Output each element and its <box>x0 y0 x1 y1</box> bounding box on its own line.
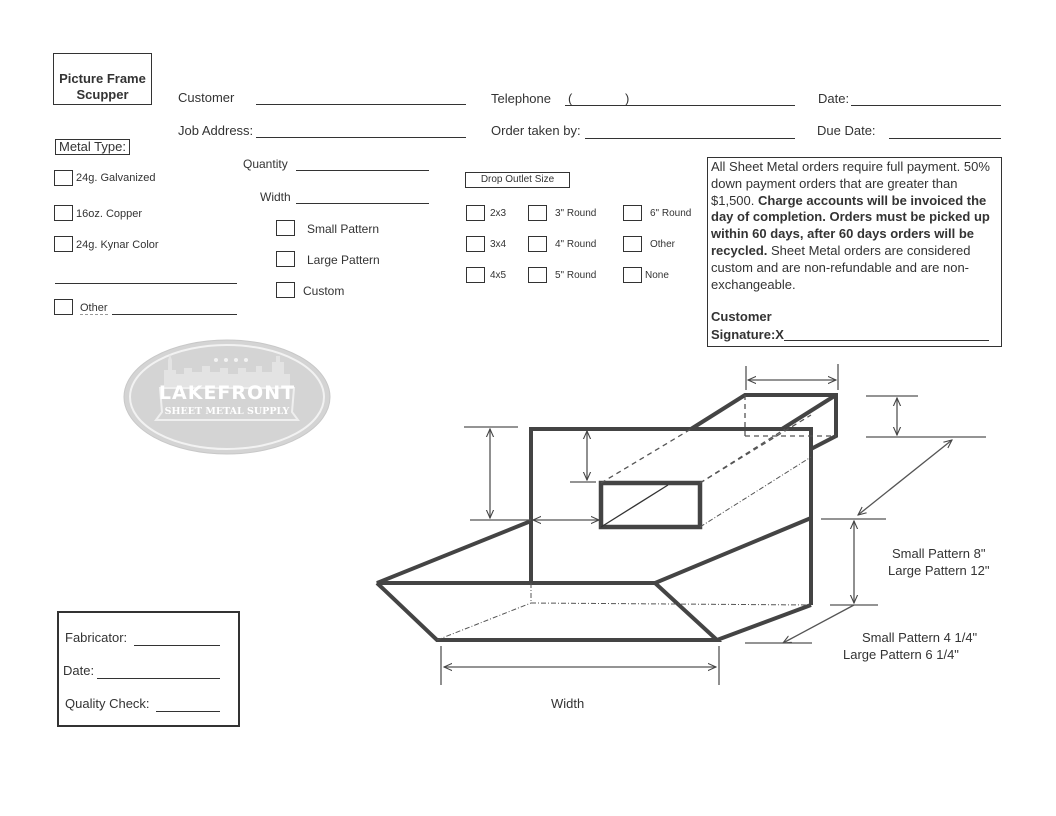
outlet-none-label: None <box>645 270 669 281</box>
telephone-label: Telephone <box>491 91 551 106</box>
metal-galvanized-label: 24g. Galvanized <box>76 172 156 184</box>
width-dimension-label: Width <box>551 696 585 711</box>
telephone-paren-close: ) <box>625 91 630 106</box>
customer-field[interactable] <box>256 104 466 105</box>
custom-pattern-label: Custom <box>303 284 345 298</box>
width-label: Width <box>260 190 291 204</box>
metal-type-heading: Metal Type: <box>55 139 130 155</box>
large-pattern-label: Large Pattern <box>307 253 380 267</box>
date-field[interactable] <box>851 105 1001 106</box>
fab-date-field[interactable] <box>97 678 220 679</box>
due-date-field[interactable] <box>889 138 1001 139</box>
signature-label-2: Signature:X <box>711 327 784 343</box>
due-date-label: Due Date: <box>817 123 876 138</box>
fabricator-label: Fabricator: <box>65 630 128 645</box>
form-title <box>53 53 152 105</box>
outlet-other-checkbox[interactable] <box>623 236 642 252</box>
quality-check-field[interactable] <box>156 711 220 712</box>
small-pattern-label: Small Pattern <box>307 222 380 236</box>
form-title-line2: Scupper <box>76 87 129 102</box>
outlet-3x4-checkbox[interactable] <box>466 236 485 252</box>
height-label-large: Large Pattern 12" <box>888 563 990 578</box>
outlet-6round-label: 6" Round <box>650 208 692 219</box>
fabricator-field[interactable] <box>134 645 220 646</box>
telephone-field[interactable] <box>565 105 795 106</box>
large-pattern-checkbox[interactable] <box>276 251 295 267</box>
customer-label: Customer <box>178 90 235 105</box>
outlet-2x3-label: 2x3 <box>490 208 507 219</box>
signature-label-1: Customer <box>711 309 772 325</box>
outlet-4x5-label: 4x5 <box>490 270 507 281</box>
small-pattern-checkbox[interactable] <box>276 220 295 236</box>
telephone-paren-open: ( <box>568 91 573 106</box>
lakefront-logo <box>122 338 332 456</box>
metal-kynar-label: 24g. Kynar Color <box>76 239 159 251</box>
depth-label-small: Small Pattern 4 1/4" <box>862 630 978 645</box>
depth-label-large: Large Pattern 6 1/4" <box>843 647 959 662</box>
metal-other-field[interactable] <box>112 314 237 315</box>
job-address-field[interactable] <box>256 137 466 138</box>
outlet-none-checkbox[interactable] <box>623 267 642 283</box>
outlet-other-label: Other <box>650 239 676 250</box>
terms-box <box>707 157 1002 347</box>
logo-tagline: SHEET METAL SUPPLY <box>164 406 290 417</box>
height-label-small: Small Pattern 8" <box>892 546 986 561</box>
metal-kynar-checkbox[interactable] <box>54 236 73 252</box>
metal-other-checkbox[interactable] <box>54 299 73 315</box>
metal-copper-checkbox[interactable] <box>54 205 73 221</box>
metal-blank-line[interactable] <box>55 283 237 284</box>
outlet-4round-checkbox[interactable] <box>528 236 547 252</box>
terms-text-1: All Sheet Metal orders require full payment. 50% down payment orders that are greater than $1,500. <box>711 159 990 208</box>
outlet-6round-checkbox[interactable] <box>623 205 642 221</box>
outlet-5round-checkbox[interactable] <box>528 267 547 283</box>
signature-field[interactable] <box>784 326 989 341</box>
outlet-3round-label: 3" Round <box>555 208 597 219</box>
metal-other-label: Other <box>80 302 108 314</box>
metal-galvanized-checkbox[interactable] <box>54 170 73 186</box>
fabrication-box <box>57 611 240 727</box>
quality-check-label: Quality Check: <box>65 696 150 711</box>
outlet-4x5-checkbox[interactable] <box>466 267 485 283</box>
outlet-3round-checkbox[interactable] <box>528 205 547 221</box>
quantity-label: Quantity <box>243 157 288 171</box>
fab-date-label: Date: <box>63 663 95 678</box>
logo-name: LAKEFRONT <box>158 382 296 404</box>
date-label: Date: <box>818 91 850 106</box>
order-taken-by-label: Order taken by: <box>491 123 581 138</box>
job-address-label: Job Address: <box>178 123 254 138</box>
terms-text-2: Sheet Metal orders are considered custom and are non-refundable and are non-exchangeable. <box>711 242 971 292</box>
outlet-3x4-label: 3x4 <box>490 239 507 250</box>
width-field[interactable] <box>296 203 429 204</box>
outlet-2x3-checkbox[interactable] <box>466 205 485 221</box>
drop-outlet-heading: Drop Outlet Size <box>465 172 570 188</box>
quantity-field[interactable] <box>296 170 429 171</box>
order-taken-by-field[interactable] <box>585 138 795 139</box>
outlet-4round-label: 4" Round <box>555 239 597 250</box>
custom-pattern-checkbox[interactable] <box>276 282 295 298</box>
form-title-line1: Picture Frame <box>59 71 146 86</box>
metal-copper-label: 16oz. Copper <box>76 208 143 220</box>
outlet-5round-label: 5" Round <box>555 270 597 281</box>
terms-bold: Charge accounts will be invoiced the day of completion. Orders must be picked up within 60 days, after 60 days orders will be recycled. <box>711 192 990 258</box>
